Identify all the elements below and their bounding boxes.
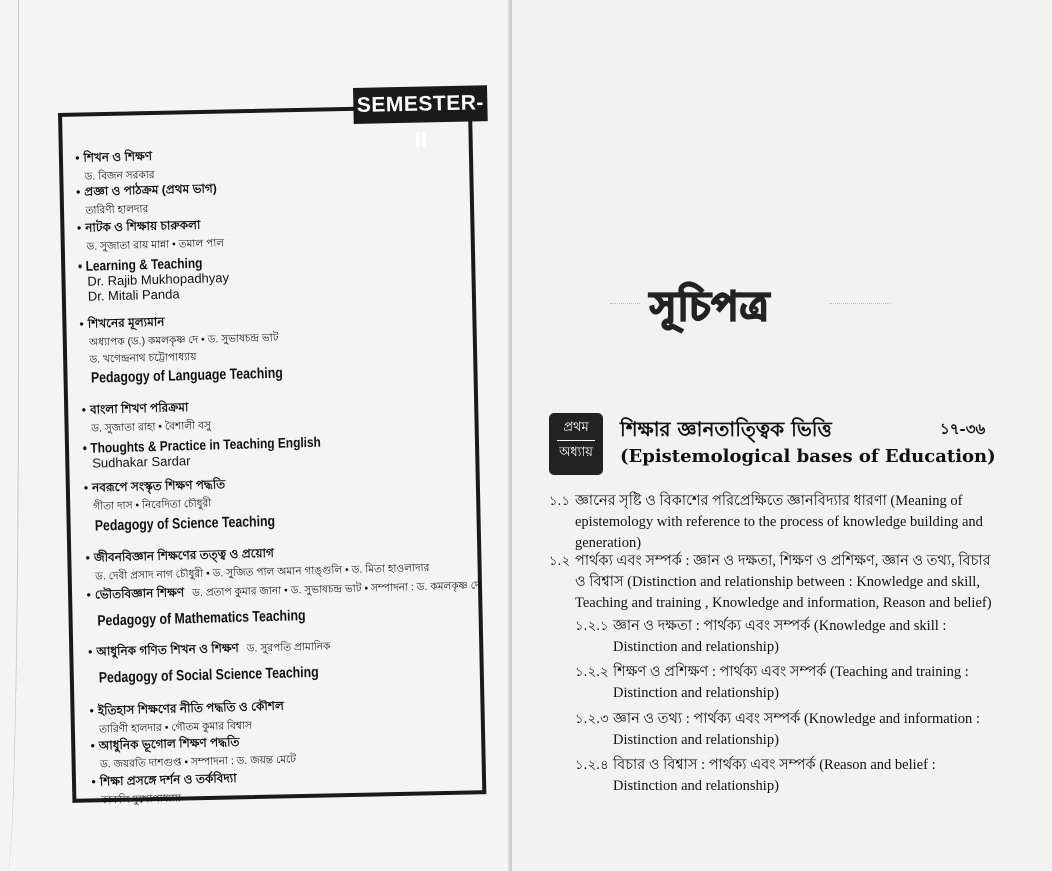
book-author: অধ্যাপক (ড.) কমলকৃষ্ণ দে • ড. সুভাষচন্দ্র ভাট (88, 331, 279, 349)
list-item: • Learning & Teaching Dr. Rajib Mukhopadhyay Dr. Mitali Panda (77, 254, 230, 304)
book-author: তারিণী হালদার • গৌতম কুমার বিশ্বাস (99, 719, 253, 736)
list-item: • Thoughts & Practice in Teaching English Sudhakar Sardar (83, 433, 364, 471)
list-item: • জীবনবিজ্ঞান শিক্ষণের তত্ত্ব ও প্রয়োগ ড. দেবী প্রসাদ নাগ চৌধুরী • ড. সুজিত পাল অমান গাঙ্গুলি • ড. মিতা হাওলাদার (85, 541, 429, 587)
chapter-badge-top: প্রথম (563, 420, 589, 435)
chapter-title: শিক্ষার জ্ঞানতাত্ত্বিক ভিত্তি (620, 417, 832, 441)
book-author: ড. বিজন সরকার (84, 168, 155, 183)
book-title: নাটক ও শিক্ষায় চারুকলা (85, 217, 201, 235)
section-heading: Pedagogy of Language Teaching (90, 364, 283, 387)
book-title: বাংলা শিখণ পরিক্রমা (89, 400, 189, 417)
toc-item (549, 551, 994, 614)
book-author: ড. সুজাতা রায় মান্না • তমাল পাল (86, 237, 225, 253)
toc-item-text: জ্ঞান ও দক্ষতা : পার্থক্য এবং সম্পর্ক (Knowledge and skill : Distinction and relationship) (613, 618, 947, 655)
toc-item-text: শিক্ষণ ও প্রশিক্ষণ : পার্থক্য এবং সম্পর্ক (Teaching and training : Distinction and relationship) (613, 664, 969, 701)
book-author: Sudhakar Sardar (92, 453, 191, 471)
list-item: • শিখনের মূল্যমান অধ্যাপক (ড.) কমলকৃষ্ণ দে • ড. সুভাষচন্দ্র ভাট ড. খগেন্দ্রনাথ চট্টোপাধ্যায় (79, 311, 279, 370)
toc-item-number: ১.২.২ (575, 665, 609, 680)
book-author: ড. জয়রতি দাশগুপ্ত • সম্পাদনা : ড. জয়ন্ত মেটে (99, 753, 297, 771)
section-heading: Pedagogy of Social Science Teaching (98, 663, 319, 687)
chapter-badge-bottom: অধ্যায় (559, 445, 593, 460)
chapter-subtitle: (Epistemological bases of Education) (620, 446, 996, 467)
book-title: আধুনিক গণিত শিখন ও শিক্ষণ (96, 640, 240, 659)
toc-item-text: পার্থক্য এবং সম্পর্ক : জ্ঞান ও দক্ষতা, শিক্ষণ ও প্রশিক্ষণ, জ্ঞান ও তথ্য, বিচার ও বিশ্বাস (Distinction and relationship between : Knowledge and skill, Teaching and training , Knowledge and information, Reason and belief) (575, 553, 992, 611)
toc-item (575, 709, 995, 751)
page-edge (0, 0, 19, 871)
chapter-badge (549, 413, 603, 475)
book-title: ইতিহাস শিক্ষণের নীতি পদ্ধতি ও কৌশল (97, 698, 284, 718)
decorative-dots (830, 303, 890, 304)
book-author: Dr. Rajib Mukhopadhyay (87, 270, 230, 289)
book-author: কাকলি মুখোপাধ্যায় (100, 792, 181, 807)
book-title: প্রজ্ঞা ও পাঠক্রম (প্রথম ভাগ) (84, 181, 217, 199)
book-author: Dr. Mitali Panda (87, 286, 180, 304)
book-title: শিখন ও শিক্ষণ (83, 148, 153, 165)
section-heading: Pedagogy of Mathematics Teaching (97, 607, 306, 630)
list-item: • আধুনিক গণিত শিখন ও শিক্ষণ ড. সুরপতি প্রামানিক (87, 640, 331, 659)
list-item: • ইতিহাস শিক্ষণের নীতি পদ্ধতি ও কৌশল তারিণী হালদার • গৌতম কুমার বিশ্বাস (89, 698, 284, 740)
toc-item-text: জ্ঞানের সৃষ্টি ও বিকাশের পরিপ্রেক্ষিতে জ্ঞানবিদ্যার ধারণা (Meaning of epistemology with reference to the process of knowledge building and generation) (575, 493, 983, 551)
list-item: • প্রজ্ঞা ও পাঠক্রম (প্রথম ভাগ) তারিণী হালদার (76, 180, 218, 221)
toc-item-number: ১.২.১ (575, 619, 609, 634)
book-title: জীবনবিজ্ঞান শিক্ষণের তত্ত্ব ও প্রয়োগ (93, 545, 275, 565)
list-item: • শিক্ষা প্রসঙ্গে দর্শন ও তর্কবিদ্যা কাকলি মুখোপাধ্যায় (91, 770, 237, 811)
list-item: • নবরূপে সংস্কৃত শিক্ষণ পদ্ধতি গীতা দাস • নিবেদিতা চৌধুরী (84, 476, 226, 517)
section-heading: Pedagogy of Science Teaching (94, 512, 276, 535)
toc-item-text: জ্ঞান ও তথ্য : পার্থক্য এবং সম্পর্ক (Knowledge and information : Distinction and relationship) (613, 711, 980, 748)
book-title: নবরূপে সংস্কৃত শিক্ষণ পদ্ধতি (91, 477, 226, 495)
list-item: • নাটক ও শিক্ষায় চারুকলা ড. সুজাতা রায় মান্না • তমাল পাল (77, 216, 225, 257)
book-author: ড. প্রতাপ কুমার জানা • ড. সুভাষচন্দ্র ভাট • সম্পাদনা : ড. কমলকৃষ্ণ দে (192, 579, 481, 600)
book-title: শিক্ষা প্রসঙ্গে দর্শন ও তর্কবিদ্যা (99, 770, 237, 789)
toc-item-text: বিচার ও বিশ্বাস : পার্থক্য এবং সম্পর্ক (Reason and belief : Distinction and relationship) (613, 757, 936, 794)
book-author: ড. খগেন্দ্রনাথ চট্টোপাধ্যায় (89, 350, 197, 366)
book-author: তারিণী হালদার (85, 203, 149, 217)
list-item: • ভৌতবিজ্ঞান শিক্ষণ ড. প্রতাপ কুমার জানা • ড. সুভাষচন্দ্র ভাট • সম্পাদনা : ড. কমলকৃষ্ণ দে (86, 579, 481, 602)
book-title: Thoughts & Practice in Teaching English (90, 433, 322, 456)
list-item: • বাংলা শিখণ পরিক্রমা ড. সুজাতা রাহা • বৈশালী বসু (82, 399, 211, 439)
book-author: গীতা দাস • নিবেদিতা চৌধুরী (93, 497, 212, 513)
toc-item (549, 491, 994, 554)
toc-item (575, 662, 995, 704)
book-title: ভৌতবিজ্ঞান শিক্ষণ (94, 585, 185, 602)
semester-tab: SEMESTER-II (353, 85, 488, 124)
chapter-pages: ১৭-৩৬ (940, 420, 986, 438)
toc-item-number: ১.২.৩ (575, 712, 609, 727)
book-author: ড. সুরপতি প্রামানিক (246, 640, 331, 655)
contents-logo: সূচিপত্র (650, 283, 770, 330)
decorative-dots (610, 303, 640, 304)
book-title: আধুনিক ভূগোল শিক্ষণ পদ্ধতি (98, 734, 240, 753)
book-author: ড. দেবী প্রসাদ নাগ চৌধুরী • ড. সুজিত পাল অমান গাঙ্গুলি • ড. মিতা হাওলাদার (95, 561, 430, 583)
toc-item-number: ১.১ (549, 494, 571, 509)
toc-item (575, 755, 995, 797)
toc-item-number: ১.২ (549, 554, 571, 569)
toc-item-number: ১.২.৪ (575, 758, 609, 773)
book-title: শিখনের মূল্যমান (87, 314, 165, 331)
toc-item (575, 616, 995, 658)
book-author: ড. সুজাতা রাহা • বৈশালী বসু (91, 419, 211, 435)
list-item: • আধুনিক ভূগোল শিক্ষণ পদ্ধতি ড. জয়রতি দাশগুপ্ত • সম্পাদনা : ড. জয়ন্ত মেটে (90, 732, 296, 774)
book-title: Learning & Teaching (85, 254, 203, 274)
list-item: • শিখন ও শিক্ষণ ড. বিজন সরকার (75, 148, 155, 187)
